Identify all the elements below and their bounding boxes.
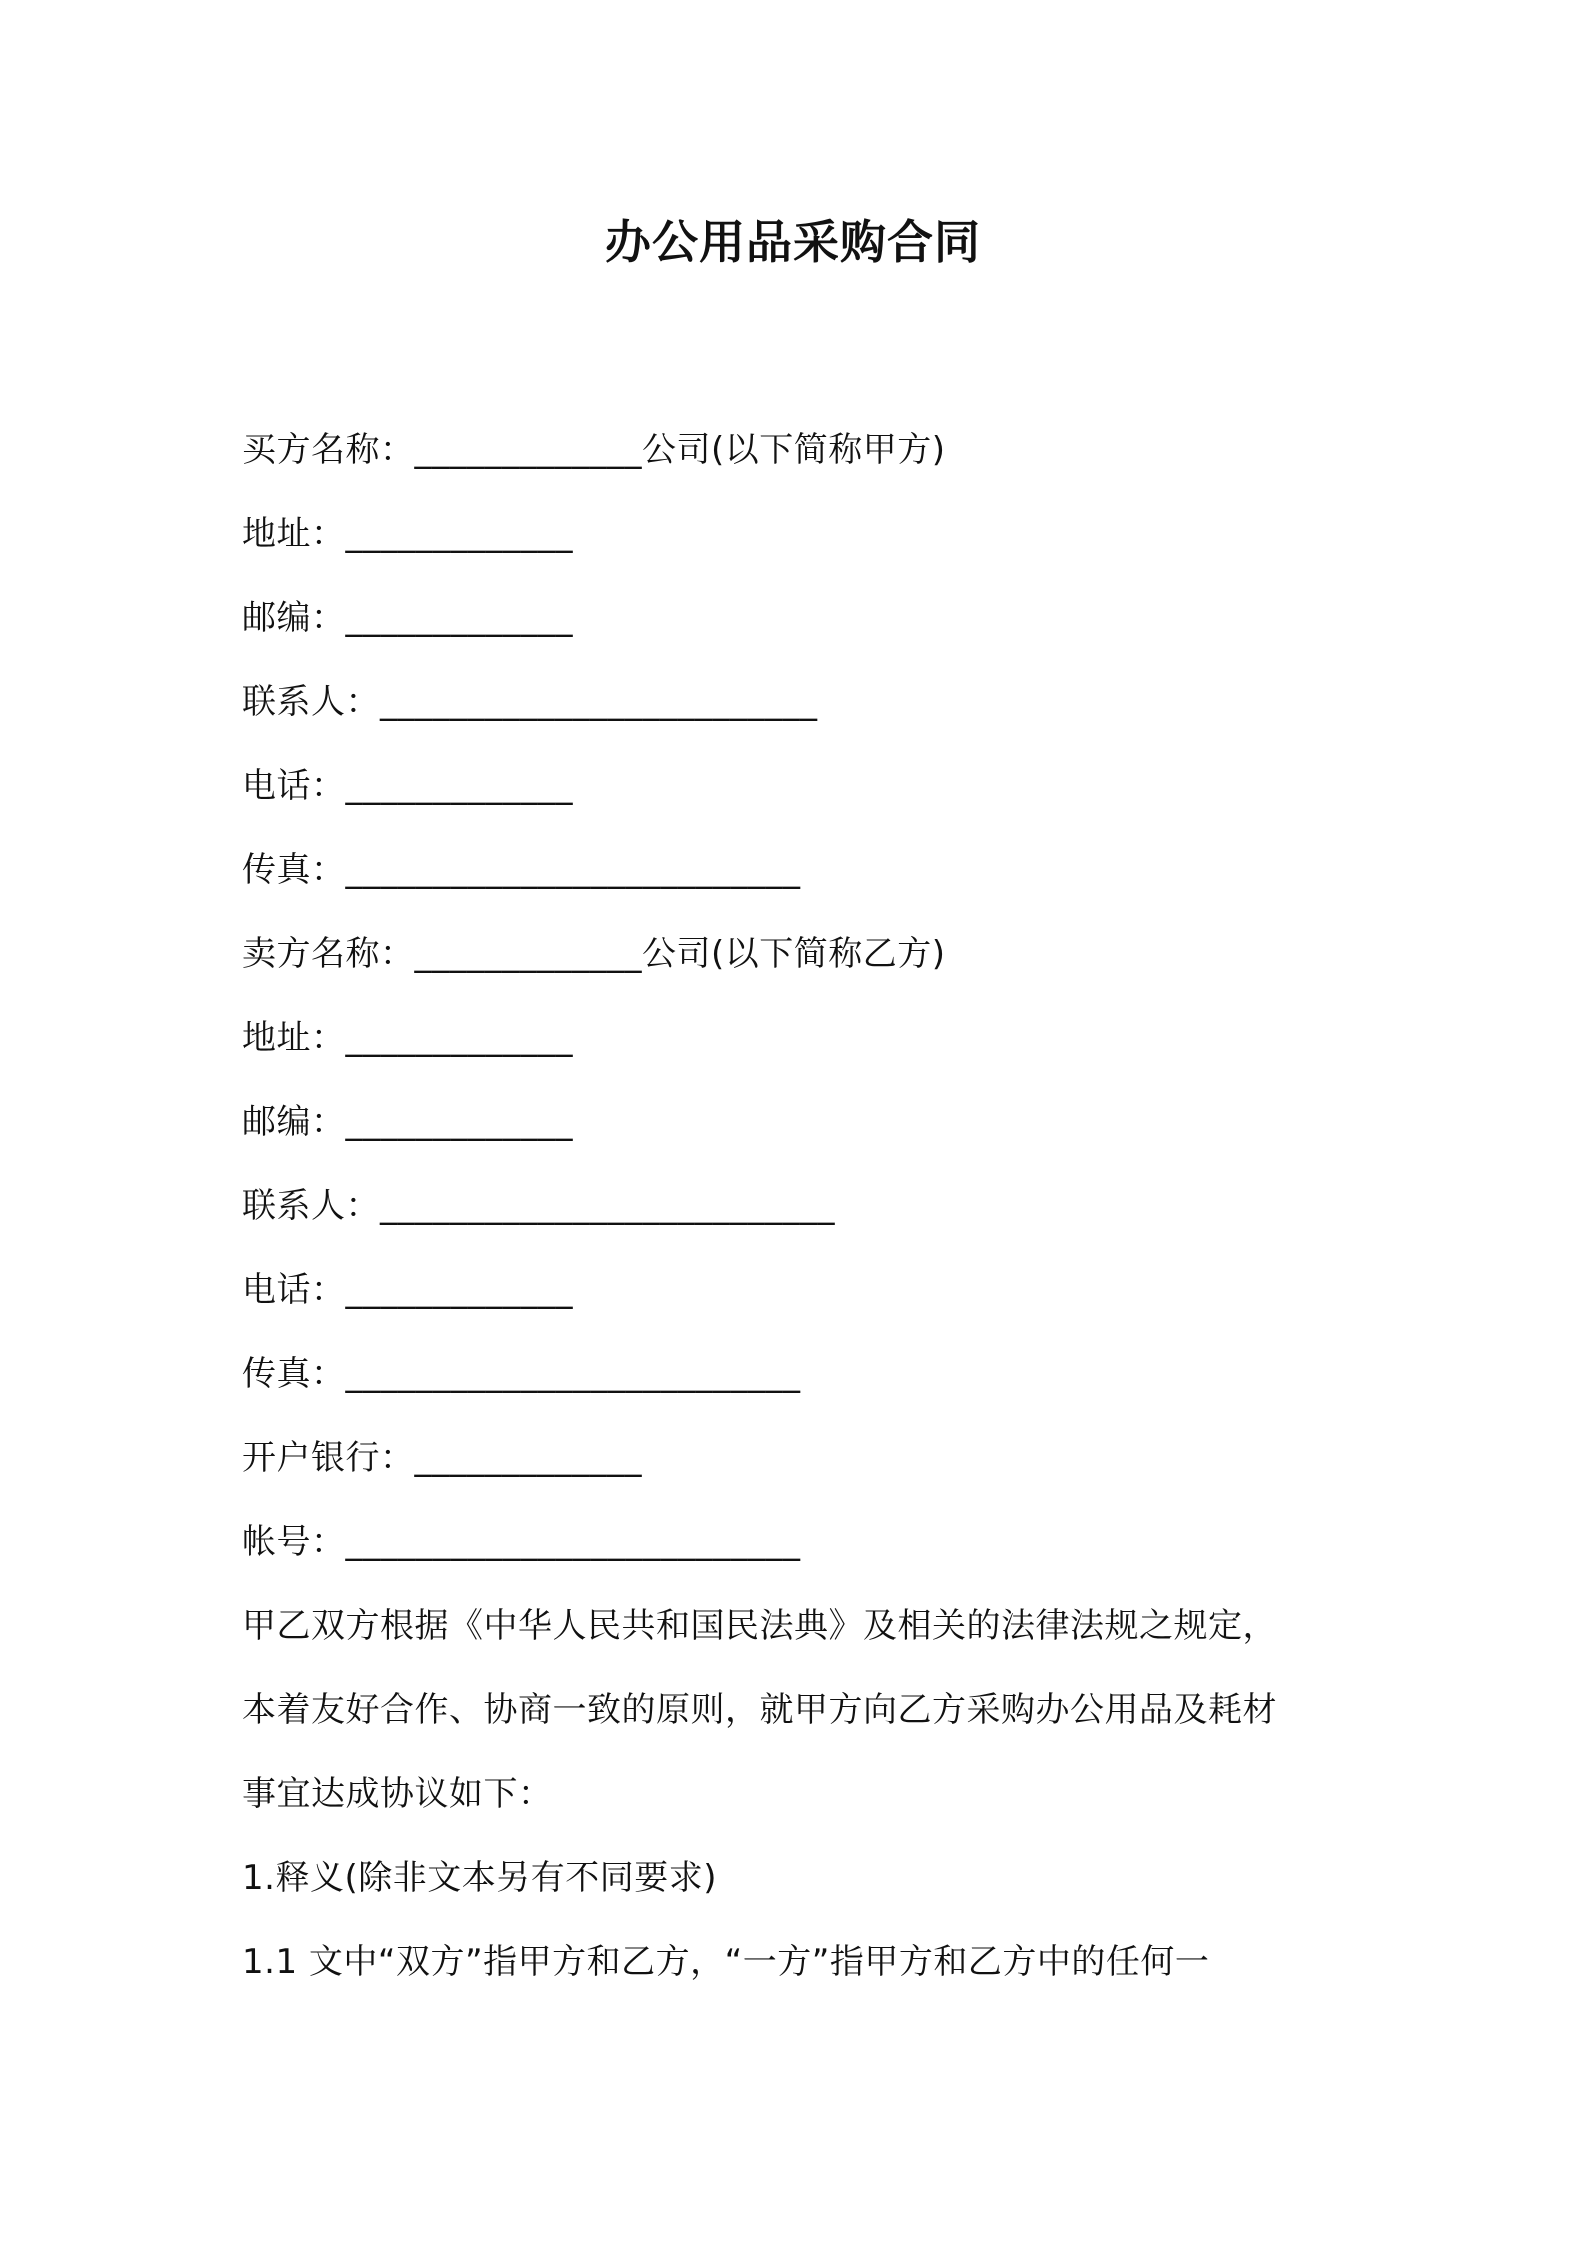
seller-contact-line: 联系人：__________________________	[242, 1186, 835, 1226]
document-title: 办公用品采购合同	[605, 215, 981, 269]
preamble-line-1: 甲乙双方根据《中华人民共和国民法典》及相关的法律法规之规定，	[242, 1606, 1277, 1646]
document-body	[242, 408, 1362, 2004]
buyer-contact-line: 联系人：_________________________	[242, 682, 818, 722]
buyer-phone-line: 电话：_____________	[242, 766, 573, 806]
seller-fax-line: 传真：__________________________	[242, 1354, 801, 1394]
buyer-fax-line: 传真：__________________________	[242, 850, 801, 890]
seller-postcode-line: 邮编：_____________	[242, 1102, 573, 1142]
section-heading-definitions: 1.释义(除非文本另有不同要求)	[242, 1858, 717, 1898]
seller-bank-line: 开户银行：_____________	[242, 1438, 642, 1478]
buyer-postcode-line: 邮编：_____________	[242, 598, 573, 638]
preamble-line-2: 本着友好合作、协商一致的原则，就甲方向乙方采购办公用品及耗材	[242, 1690, 1277, 1730]
preamble-paragraph	[242, 1584, 1362, 1836]
preamble-line-3: 事宜达成协议如下：	[242, 1774, 553, 1814]
seller-phone-line: 电话：_____________	[242, 1270, 573, 1310]
buyer-name-line: 买方名称：_____________公司(以下简称甲方)	[242, 430, 946, 470]
clause-1-1: 1.1 文中“双方”指甲方和乙方，“一方”指甲方和乙方中的任何一	[242, 1942, 1210, 1982]
seller-account-line: 帐号：__________________________	[242, 1522, 801, 1562]
seller-name-line: 卖方名称：_____________公司(以下简称乙方)	[242, 934, 946, 974]
seller-address-line: 地址：_____________	[242, 1018, 573, 1058]
buyer-address-line: 地址：_____________	[242, 514, 573, 554]
